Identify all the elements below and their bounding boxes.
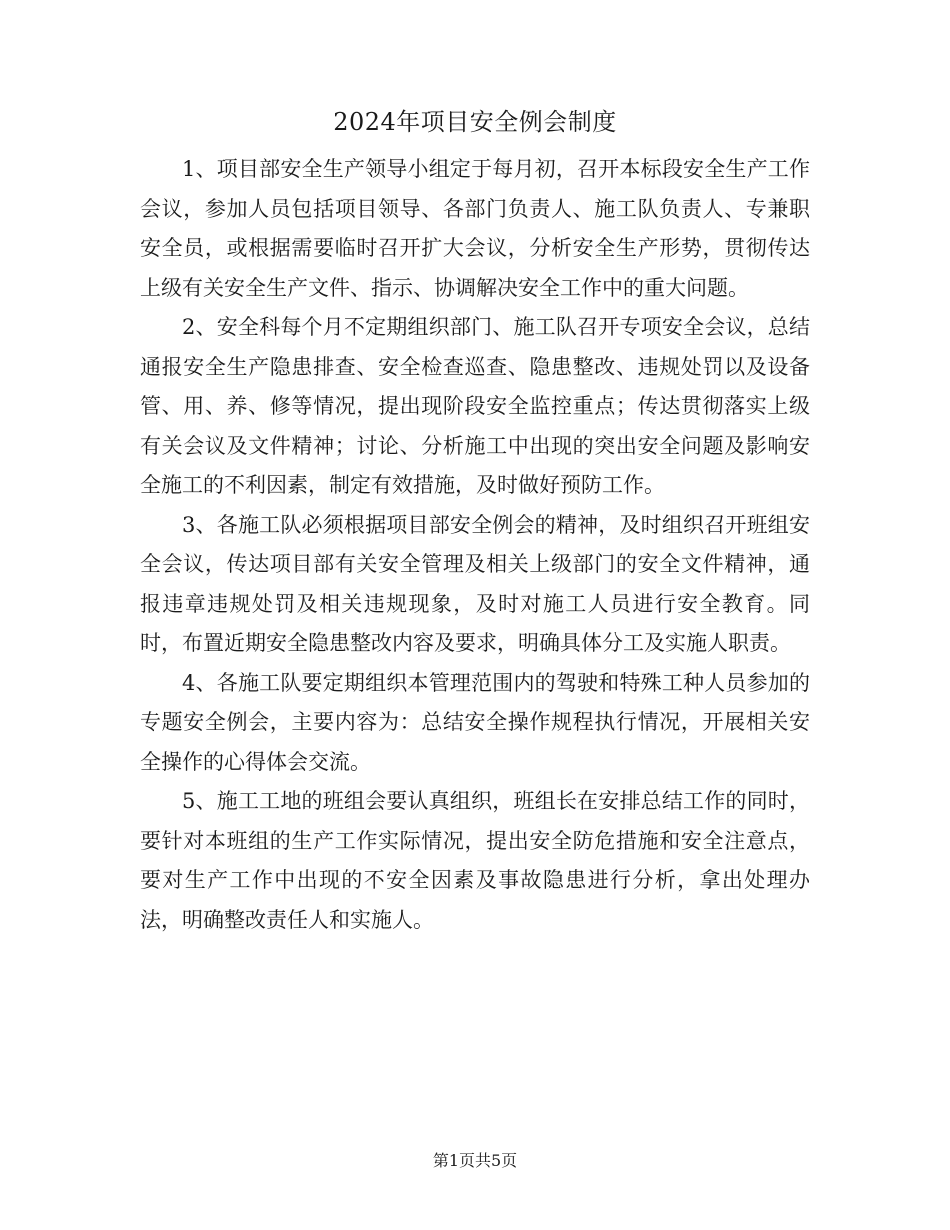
document-body [140, 150, 810, 940]
page-number: 第1页共5页 [432, 1151, 518, 1170]
paragraph-3: 3、各施工队必须根据项目部安全例会的精神，及时组织召开班组安全会议，传达项目部有关安全管理及相关上级部门的安全文件精神，通报违章违规处罚及相关违规现象，及时对施工人员进行安全教育。同时，布置近期安全隐患整改内容及要求，明确具体分工及实施人职责。 [140, 512, 810, 655]
document-title: 2024年项目安全例会制度 [333, 108, 617, 136]
paragraph-4: 4、各施工队要定期组织本管理范围内的驾驶和特殊工种人员参加的专题安全例会，主要内容为：总结安全操作规程执行情况，开展相关安全操作的心得体会交流。 [140, 670, 810, 774]
paragraph-5: 5、施工工地的班组会要认真组织，班组长在安排总结工作的同时，要针对本班组的生产工作实际情况，提出安全防危措施和安全注意点，要对生产工作中出现的不安全因素及事故隐患进行分析，拿出处理办法，明确整改责任人和实施人。 [140, 789, 810, 932]
paragraph-2: 2、安全科每个月不定期组织部门、施工队召开专项安全会议，总结通报安全生产隐患排查、安全检查巡查、隐患整改、违规处罚以及设备管、用、养、修等情况，提出现阶段安全监控重点；传达贯彻落实上级有关会议及文件精神；讨论、分析施工中出现的突出安全问题及影响安全施工的不利因素，制定有效措施，及时做好预防工作。 [140, 315, 810, 497]
paragraph-1: 1、项目部安全生产领导小组定于每月初，召开本标段安全生产工作会议，参加人员包括项目领导、各部门负责人、施工队负责人、专兼职安全员，或根据需要临时召开扩大会议，分析安全生产形势，贯彻传达上级有关安全生产文件、指示、协调解决安全工作中的重大问题。 [140, 157, 810, 300]
